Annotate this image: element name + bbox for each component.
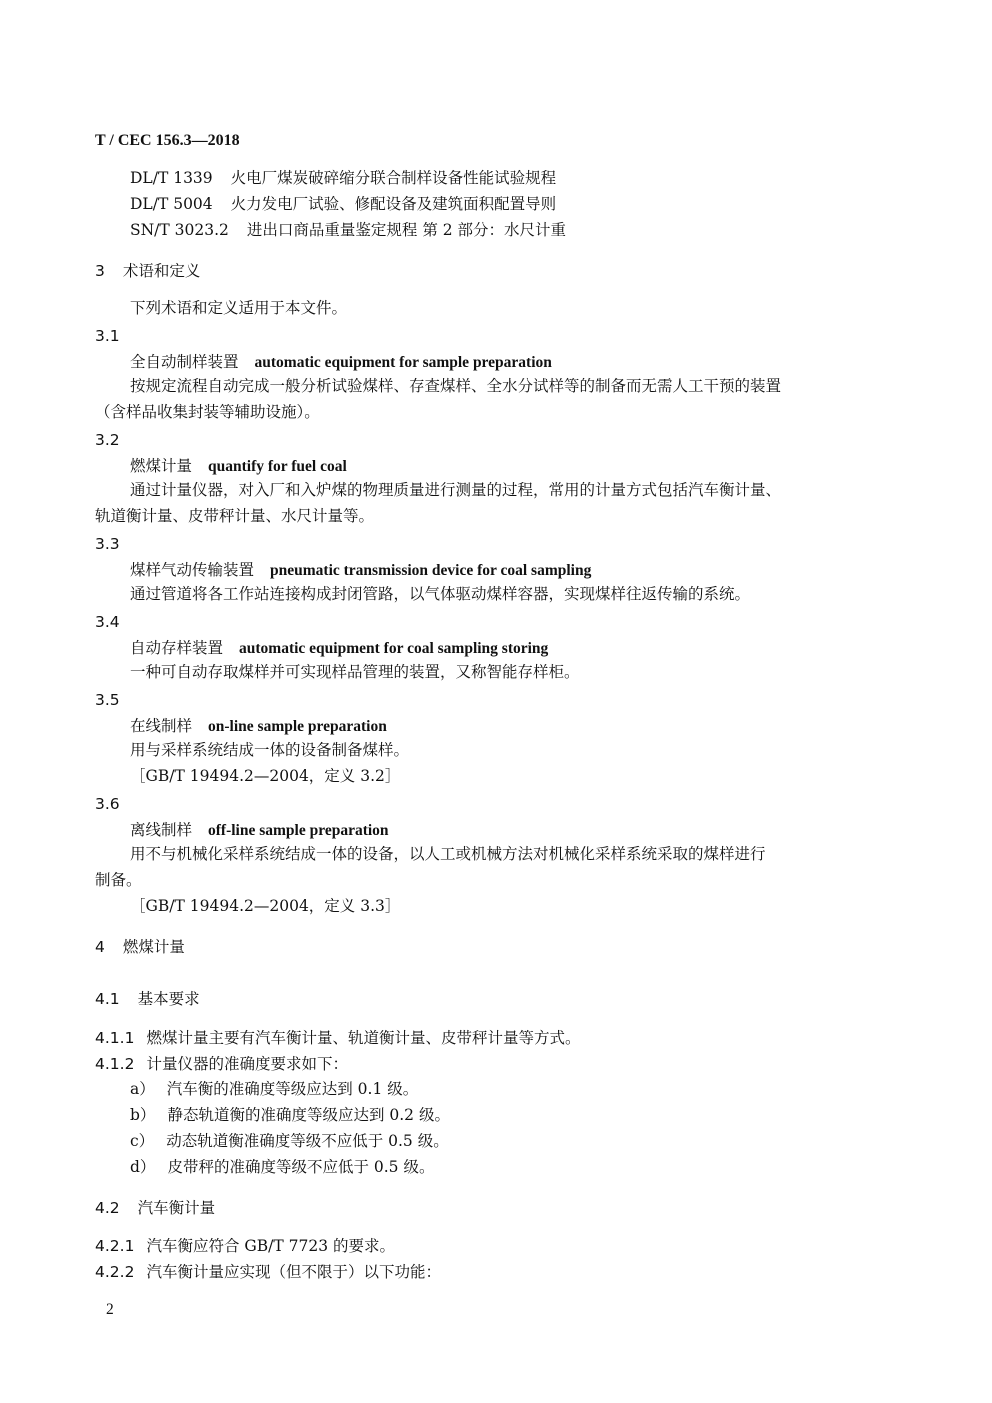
reference-code: SN/T 3023.2: [130, 221, 229, 239]
term-cn: 在线制样: [130, 717, 193, 735]
subsection-title: 基本要求: [137, 990, 200, 1008]
term-definition: 用与采样系统结成一体的设备制备煤样。: [130, 741, 410, 759]
clause-text: 汽车衡应符合 GB/T 7723 的要求。: [146, 1237, 396, 1255]
list-item: [130, 1105, 450, 1125]
term-en: pneumatic transmission device for coal sampling: [270, 562, 592, 579]
term-definition: 通过计量仪器，对入厂和入炉煤的物理质量进行测量的过程，常用的计量方式包括汽车衡计量、: [130, 481, 782, 499]
term-definition: 一种可自动存取煤样并可实现样品管理的装置，又称智能存样柜。: [130, 663, 580, 681]
term-number: 3.4: [95, 613, 120, 631]
term-cn: 煤样气动传输装置: [130, 561, 255, 579]
clause: [95, 1028, 580, 1048]
clause-text: 燃煤计量主要有汽车衡计量、轨道衡计量、皮带秤计量等方式。: [146, 1029, 581, 1047]
reference-title: 火力发电厂试验、修配设备及建筑面积配置导则: [230, 195, 557, 213]
term-number: 3.3: [95, 535, 120, 553]
term-definition: 通过管道将各工作站连接构成封闭管路，以气体驱动煤样容器，实现煤样往返传输的系统。: [130, 585, 751, 603]
clause-text: 汽车衡计量应实现（但不限于）以下功能：: [146, 1263, 441, 1281]
term-en: on-line sample preparation: [208, 718, 387, 735]
term-source: ［GB/T 19494.2—2004，定义 3.3］: [130, 897, 401, 915]
clause-number: 4.2.2: [95, 1263, 135, 1281]
list-marker: a）: [130, 1080, 155, 1098]
term-en: off-line sample preparation: [208, 822, 389, 839]
list-marker: c）: [130, 1132, 155, 1150]
reference-item: [130, 194, 556, 214]
subsection-number: 4.1: [95, 990, 120, 1008]
term-source: ［GB/T 19494.2—2004，定义 3.2］: [130, 767, 401, 785]
page-number: 2: [106, 1301, 114, 1318]
term-cn: 燃煤计量: [130, 457, 193, 475]
section-number: 3: [95, 262, 105, 280]
subsection-title: 汽车衡计量: [137, 1199, 216, 1217]
list-text: 动态轨道衡准确度等级不应低于 0.5 级。: [166, 1132, 449, 1150]
section-heading: [95, 261, 200, 281]
term-definition-cont: 制备。: [95, 871, 142, 889]
clause-number: 4.1.1: [95, 1029, 135, 1047]
document-id: T / CEC 156.3—2018: [95, 132, 240, 149]
list-text: 汽车衡的准确度等级应达到 0.1 级。: [166, 1080, 419, 1098]
term-heading: [130, 820, 389, 841]
term-definition: 按规定流程自动完成一般分析试验煤样、存查煤样、全水分试样等的制备而无需人工干预的装置: [130, 377, 782, 395]
term-cn: 离线制样: [130, 821, 193, 839]
term-heading: [130, 560, 591, 581]
term-definition-cont: 轨道衡计量、皮带秤计量、水尺计量等。: [95, 507, 375, 525]
term-heading: [130, 638, 548, 659]
reference-code: DL/T 5004: [130, 195, 213, 213]
list-text: 静态轨道衡的准确度等级应达到 0.2 级。: [167, 1106, 450, 1124]
reference-item: [130, 220, 566, 240]
term-en: quantify for fuel coal: [208, 458, 347, 475]
reference-code: DL/T 1339: [130, 169, 213, 187]
reference-item: [130, 168, 556, 188]
list-text: 皮带秤的准确度等级不应低于 0.5 级。: [167, 1158, 435, 1176]
section-number: 4: [95, 938, 105, 956]
term-en: automatic equipment for sample preparation: [254, 354, 552, 371]
subsection-number: 4.2: [95, 1199, 120, 1217]
clause-number: 4.2.1: [95, 1237, 135, 1255]
term-number: 3.2: [95, 431, 120, 449]
clause-text: 计量仪器的准确度要求如下：: [146, 1055, 348, 1073]
clause: [95, 1054, 348, 1074]
term-definition: 用不与机械化采样系统结成一体的设备，以人工或机械方法对机械化采样系统采取的煤样进行: [130, 845, 766, 863]
list-item: [130, 1079, 418, 1099]
term-cn: 自动存样装置: [130, 639, 224, 657]
term-heading: [130, 456, 347, 477]
section-intro: 下列术语和定义适用于本文件。: [130, 299, 348, 317]
term-number: 3.6: [95, 795, 120, 813]
term-heading: [130, 352, 552, 373]
list-marker: b）: [130, 1106, 156, 1124]
term-definition-cont: （含样品收集封装等辅助设施）。: [95, 403, 320, 421]
section-title: 燃煤计量: [122, 938, 185, 956]
section-heading: [95, 937, 185, 957]
term-heading: [130, 716, 387, 737]
clause: [95, 1262, 441, 1282]
reference-title: 进出口商品重量鉴定规程 第 2 部分：水尺计重: [246, 221, 567, 239]
list-item: [130, 1131, 449, 1151]
list-marker: d）: [130, 1158, 156, 1176]
term-en: automatic equipment for coal sampling storing: [239, 640, 549, 657]
reference-title: 火电厂煤炭破碎缩分联合制样设备性能试验规程: [230, 169, 557, 187]
subsection-heading: [95, 1198, 215, 1218]
list-item: [130, 1157, 434, 1177]
term-number: 3.5: [95, 691, 120, 709]
clause-number: 4.1.2: [95, 1055, 135, 1073]
subsection-heading: [95, 989, 200, 1009]
section-title: 术语和定义: [122, 262, 201, 280]
clause: [95, 1236, 395, 1256]
term-number: 3.1: [95, 327, 120, 345]
term-cn: 全自动制样装置: [130, 353, 239, 371]
